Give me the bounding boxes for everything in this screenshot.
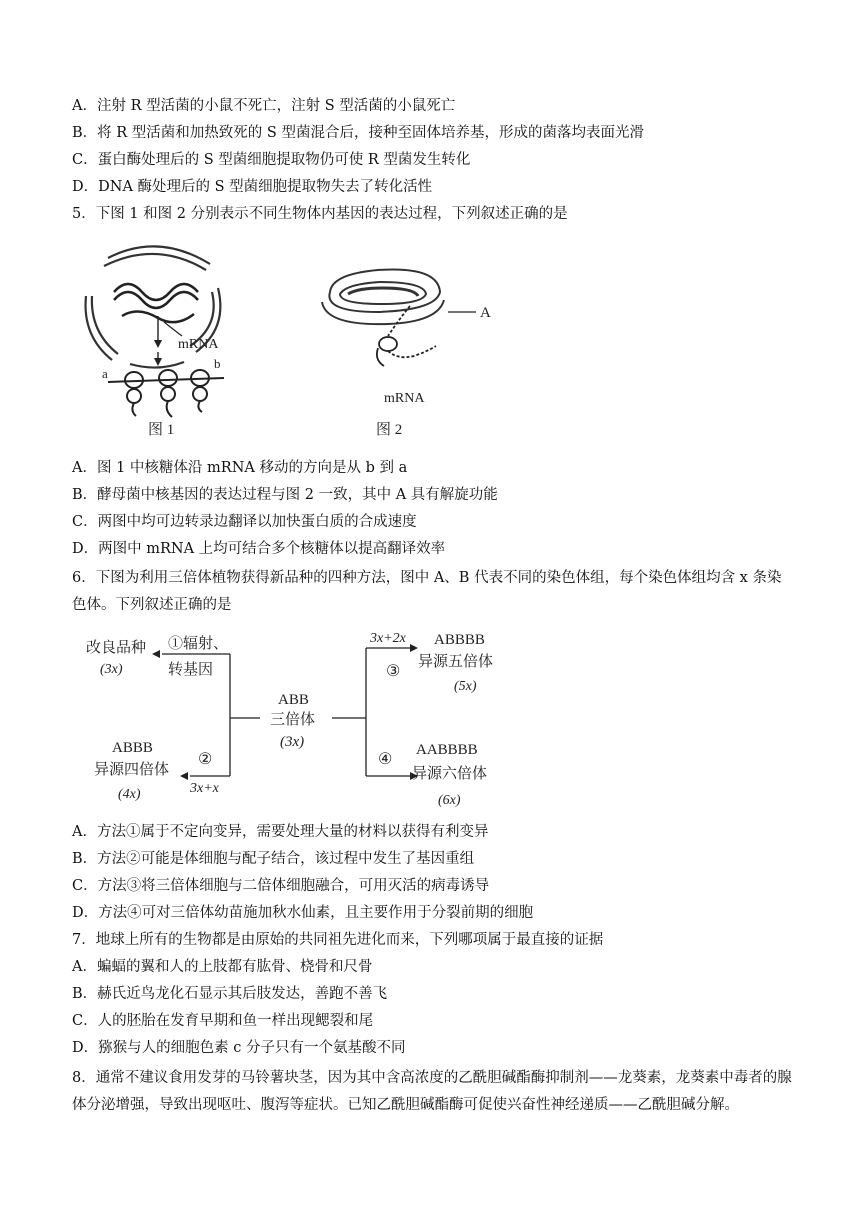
improved-count: (3x) [100, 662, 123, 677]
q6-option-c: C．方法③将三倍体细胞与二倍体细胞融合，可用灭活的病毒诱导 [72, 878, 490, 894]
q8-stem: 8．通常不建议食用发芽的马铃薯块茎，因为其中含高浓度的乙酰胆碱酯酶抑制剂——龙葵素，龙葵素中毒者的腺体分泌增强，导致出现呕吐、腹泻等症状。已知乙酰胆碱酯酶可促使兴奋性神经递质——乙酰胆碱分解。 [72, 1070, 792, 1113]
m4-name: 异源六倍体 [412, 766, 488, 782]
q7-stem: 7．地球上所有的生物都是由原始的共同祖先进化而来，下列哪项属于最直接的证据 [72, 932, 604, 948]
q6-option-a: A．方法①属于不定向变异，需要处理大量的材料以获得有利变异 [72, 824, 489, 840]
q5-option-a: A．图 1 中核糖体沿 mRNA 移动的方向是从 b 到 a [72, 460, 408, 476]
method1-label-2: 转基因 [168, 662, 214, 678]
q5-option-c: C．两图中均可边转录边翻译以加快蛋白质的合成速度 [72, 514, 417, 530]
q6-option-d: D．方法④可对三倍体幼苗施加秋水仙素，且主要作用于分裂前期的细胞 [72, 905, 534, 921]
fig2-label-a: A [480, 305, 491, 321]
q5-option-b: B．酵母菌中核基因的表达过程与图 2 一致，其中 A 具有解旋功能 [72, 487, 498, 503]
method3-num: ③ [386, 663, 401, 680]
dna-coil [114, 284, 198, 322]
q6-stem: 6．下图为利用三倍体植物获得新品种的四种方法，图中 A、B 代表不同的染色体组，每个染色体组均含 x 条染色体。下列叙述正确的是 [72, 570, 782, 613]
mrna-strand-curve [164, 322, 182, 336]
q7-option-a: A．蝙蝠的翼和人的上肢都有肱骨、桡骨和尺骨 [72, 959, 373, 975]
fig1-caption: 图 1 [148, 422, 175, 438]
q4-option-b: B．将 R 型活菌和加热致死的 S 型菌混合后，接种至固体培养基，形成的菌落均表面光滑 [72, 125, 644, 141]
q6-option-b: B．方法②可能是体细胞与配子结合，该过程中发生了基因重组 [72, 851, 475, 867]
fig2-caption: 图 2 [376, 422, 403, 438]
q5-stem: 5．下图 1 和图 2 分别表示不同生物体内基因的表达过程，下列叙述正确的是 [72, 206, 568, 222]
q4-option-d: D．DNA 酶处理后的 S 型菌细胞提取物失去了转化活性 [72, 179, 433, 195]
fig1-label-b: b [214, 356, 221, 371]
m4-count: (6x) [438, 793, 461, 808]
center-genotype: ABB [278, 692, 309, 708]
figure-2 [318, 256, 518, 446]
dna-double-helix [322, 269, 444, 324]
center-count: (3x) [280, 734, 305, 750]
fig2-mrna-label: mRNA [384, 391, 425, 406]
q5-option-d: D．两图中 mRNA 上均可结合多个核糖体以提高翻译效率 [72, 541, 446, 557]
fig2-mrna-and-ribosomes [377, 306, 436, 366]
method2-formula: 3x+x [190, 781, 219, 796]
figure-1 [78, 236, 238, 446]
method1-label: ①辐射、 [168, 636, 229, 652]
m2-count: (4x) [118, 787, 141, 802]
q4-option-a: A．注射 R 型活菌的小鼠不死亡，注射 S 型活菌的小鼠死亡 [72, 98, 456, 114]
method2-num: ② [198, 751, 213, 768]
m2-genotype: ABBB [112, 740, 153, 756]
m3-count: (5x) [454, 679, 477, 694]
q7-option-b: B．赫氏近鸟龙化石显示其后肢发达，善跑不善飞 [72, 986, 388, 1002]
method3-formula: 3x+2x [370, 631, 406, 646]
q4-option-c: C．蛋白酶处理后的 S 型菌细胞提取物仍可使 R 型菌发生转化 [72, 152, 471, 168]
center-name: 三倍体 [270, 712, 316, 728]
m3-genotype: ABBBB [434, 632, 485, 648]
method4-num: ④ [378, 751, 393, 768]
q7-option-c: C．人的胚胎在发育早期和鱼一样出现鳃裂和尾 [72, 1013, 374, 1029]
fig1-mrna-label: mRNA [178, 337, 219, 352]
ribosomes [125, 370, 209, 417]
q6-breeding-diagram [82, 626, 522, 816]
improved-name: 改良品种 [86, 640, 147, 656]
m4-genotype: AABBBB [416, 742, 478, 758]
fig1-label-a: a [102, 366, 108, 381]
m2-name: 异源四倍体 [94, 762, 170, 778]
q7-option-d: D．猕猴与人的细胞色素 c 分子只有一个氨基酸不同 [72, 1040, 406, 1056]
m3-name: 异源五倍体 [418, 654, 494, 670]
